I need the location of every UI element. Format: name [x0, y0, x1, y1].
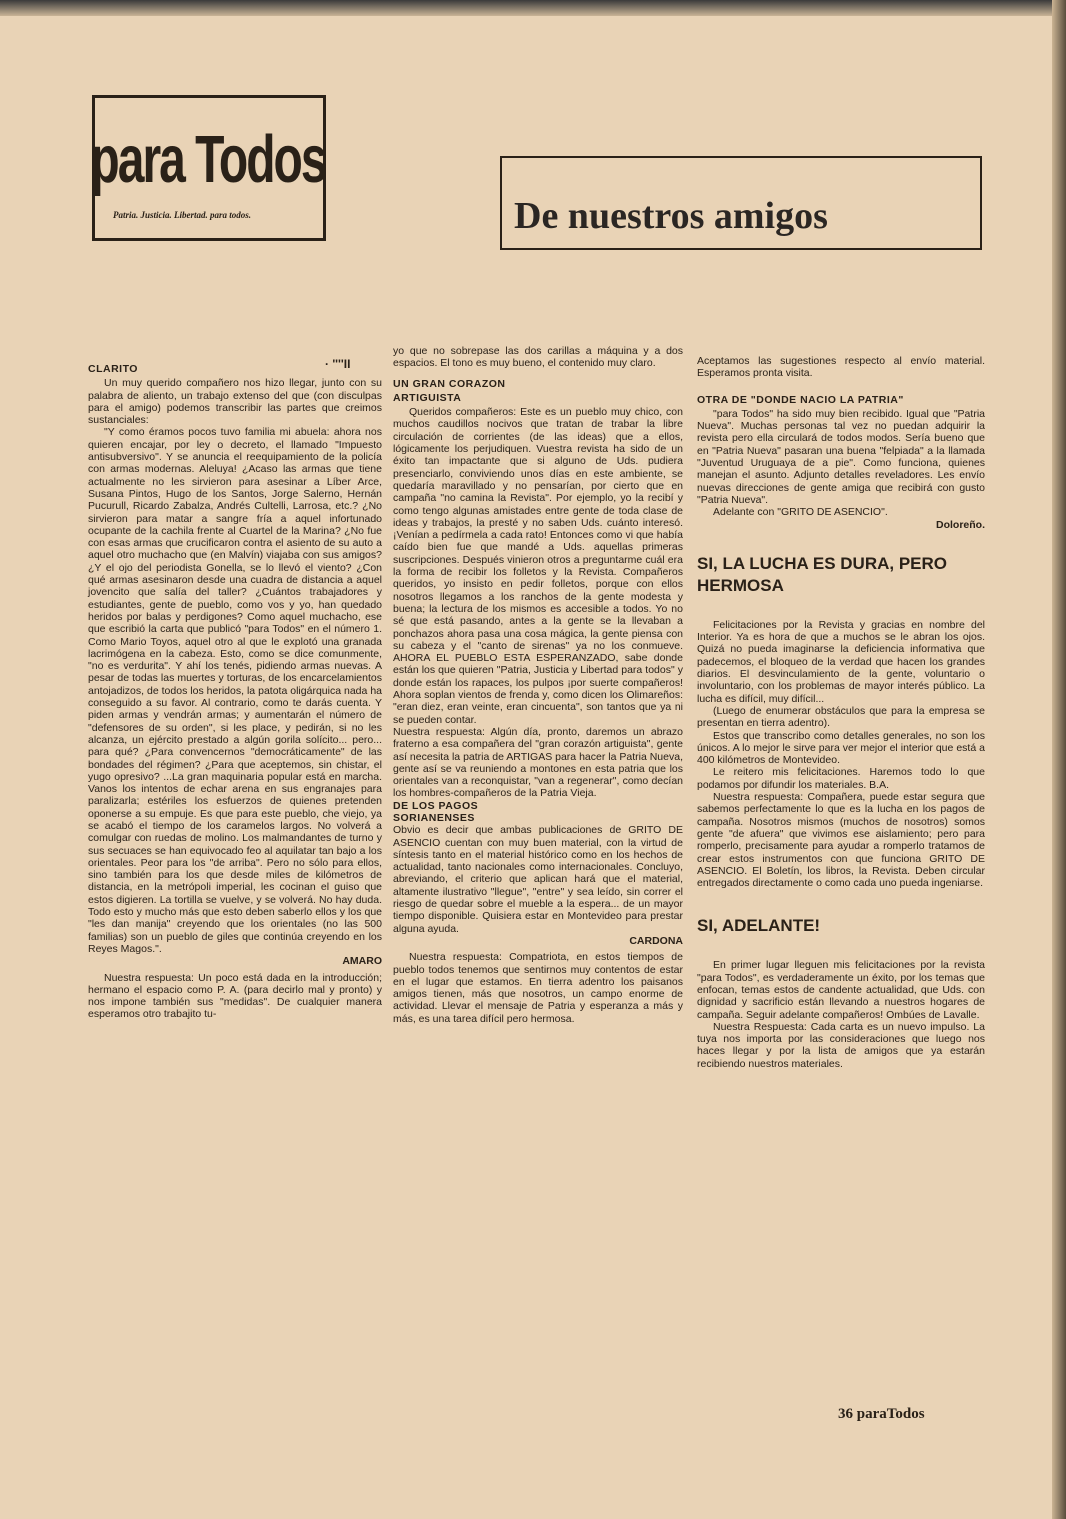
section-heading: OTRA DE "DONDE NACIO LA PATRIA" — [697, 393, 904, 406]
signature: AMARO — [342, 955, 382, 968]
page-title: De nuestros amigos — [514, 195, 828, 237]
magazine-logo — [92, 95, 326, 241]
column-1 — [88, 355, 382, 1021]
column-2 — [393, 345, 683, 1025]
paragraph: yo que no sobrepase las dos carillas a máquina y a dos espacios. El tono es muy bueno, el contenido muy claro. — [393, 345, 683, 370]
paragraph: Adelante con "GRITO DE ASENCIO". — [713, 506, 888, 519]
paragraph: Nuestra respuesta: Compañera, puede estar segura que sabemos perfectamente lo que es la lucha en los pagos de campaña. Nosotros mismos (muchos de nosotros) somos gente "de afuera" que vivimos ese aislamiento; pero para romperlo, precisamente para ayudar a romperlo tratamos de crear estos instrumentos con que funciona GRITO DE ASENCIO. El Boletín, los libros, la Revista. Deben circular entregados directamente o como cada uno pueda ingeniarse. — [697, 791, 985, 890]
paragraph: "Y como éramos pocos tuvo familia mi abuela: ahora nos quieren encajar, por ley o decreto, el llamado "Impuesto antisubversivo". Y se anuncia el reequipamiento de la policía con armas modernas. Aleluya! ¿Acaso las armas que tiene actualmente no les sirvieron para asesinar a Líber Arce, Susana Pintos, Hugo de los Santos, Jorge Salerno, Hernán Pucurull, Ricardo Zabalza, Andrés Cultelli, Larrosa, etc.? ¿No sirvieron para matar a sangre fría a aquel infortunado ocupante de la cachila frente al Cuartel de la Marina? ¿No fue con esas armas que crucificaron contra el asiento de su auto a aquel otro muchacho que (en Malvín) viajaba con sus amigos? ¿Y el ojo del periodista Gonella, se lo llevó el viento? ¿Con qué armas asesinaron desde una cuadra de distancia a aquel jovencito que salía del taller? ¿Cuántos trabajadores y estudiantes, gente de pueblo, como vos y yo, han quedado heridos por balas y perdigones? Como aquel muchacho, ese que escribió la carta que publicó "para Todos" en el número 1. Como Mario Toyos, aquel otro al que le explotó una granada lacrimógena en la cabeza. Esto, como se dice comunmente, "no es verdurita". Y ahí los tenés, pidiendo armas nuevas. A pesar de todas las muertes y torturas, de los encarcelamientos antojadizos, de todos los heridos, la patota oligárquica nada ha conseguido a su favor. Al contrario, como te darás cuenta. Y piden armas y vendrán armas; y aumentarán el número de "defensores de su orden", si les place, y pedirán, si no les alcanza, un ejército prestado a algún gorila solícito... pero... para qué? ¿Para convencernos "democráticamente" de las bondades del régimen? ¿Para que aceptemos, sin chistar, el yugo opresivo? ...La gran maquinaria popular está en marcha. Vanos los intentos de echar arena en sus engranajes para paralizarla; estériles los esfuerzos de quienes pretenden oponerse a su empuje. Es que para este pueblo, che viejo, ya se acabó el tiempo de los caramelos largos. No volverá a comulgar con ruedas de molino. Los malmandantes de turno y sus secuaces se han equivocado feo al aquilatar tan bajo a los orientales. Peor para los "de arriba". Pero no sólo para ellos, sino también para los que desde miles de kilómetros de distancia, en la metrópoli imperial, les cocinan el guiso que estos digieren. La tortilla se vuelve, y se volverá. No hay duda. Todo esto y mucho más que esto deben saberlo ellos y los que "les dan manija" creyendo que los orientales (no las 500 familias) son un pueblo de giles que continúa creyendo en los Reyes Magos.". — [88, 426, 382, 955]
section-heading: CLARITO — [88, 363, 138, 375]
section-heading: SORIANENSES — [393, 811, 475, 824]
paragraph: Felicitaciones por la Revista y gracias en nombre del Interior. Ya es hora de que a muchos se le abran los ojos. Quizá no pueda imaginarse la deficiencia informativa que padecemos, el bloqueo de la verdad que hacen los grandes diarios. El desvinculamiento de la gente, voluntario o involuntario, con los problemas de mayor interés público. La lucha es difícil, muy difícil... — [697, 618, 985, 705]
section-heading: ARTIGUISTA — [393, 391, 462, 404]
signature: CARDONA — [629, 934, 683, 947]
paragraph: Nuestra respuesta: Compatriota, en estos tiempos de pueblo todos tenemos que sentirnos muy contentos de estar en el lugar que estamos. En tierra adentro los paisanos amigos tienen, más que nosotros, un campo enorme de actividad. Llevar el mensaje de Patria y esperanza a más y más, es una tarea difícil pero hermosa. — [393, 951, 683, 1025]
section-title-box — [500, 156, 982, 250]
top-edge — [0, 0, 1066, 16]
paragraph: (Luego de enumerar obstáculos que para la empresa se presentan en tierra adentro). — [697, 704, 985, 730]
paragraph: Estos que transcribo como detalles generales, no son los únicos. A lo mejor le sirve para ver mejor el interior que está a 400 kilómetros de Montevideo. — [697, 729, 985, 767]
paragraph: En primer lugar lleguen mis felicitaciones por la revista "para Todos", es verdaderamente un éxito, por los temas que enfocan, temas estos de candente actualidad, que Uds. con dignidad y sacrificio están llevando a nuestros hogares de campaña. Seguir adelante compañeros! Ombúes de Lavalle. — [697, 959, 985, 1021]
paragraph: Aceptamos las sugestiones respecto al envío material. Esperamos pronta visita. — [697, 355, 985, 380]
logo-text: para Todos — [90, 123, 326, 198]
section-heading: SI, LA LUCHA ES DURA, PERO HERMOSA — [697, 553, 947, 595]
page-edge — [1052, 0, 1066, 1519]
paragraph: Nuestra respuesta: Un poco está dada en la introducción; hermano el espacio como P. A. (para decirlo mal y pronto) y nos impone también sus "medidas". De cualquier manera esperamos otro trabajito tu- — [88, 971, 382, 1021]
paragraph: Queridos compañeros: Este es un pueblo muy chico, con muchos caudillos nocivos que tratan de trabar la libre circulación de corrientes (de las ideas) que a ellos, lógicamente los perjudiquen. Vuestra revista ha sido de un éxito tan impactante que si alguno de Uds. pudiera presenciarlo, conviviendo unos días en este ambiente, se quedaría maravillado y no pensarían, por cierto que en campaña "no camina la Revista". Por ejemplo, yo la recibí y como tengo algunas amistades entre gente de toda clase de ideas y trabajos, la presté y no saben Uds. cuánto interesó. ¡Venían a pedírmela a cada rato! Entonces como vi que había caído bien fue que mandé a Uds. aquellas primeras suscripciones. Después vinieron otros a preguntarme cuál era la forma de recibir los folletos y la Revista. Compañeros queridos, yo insisto en pedir folletos, porque con ellos nosotros llegamos a los ranchos de la gente modesta y buena; la lectura de los mismos es accesible a todos. Yo no sé que está pasando, antes a la gente se la llevaban a ponchazos ahora pasa una cosa mágica, la gente piensa con su cabeza y el "canto de sirenas" ya no los conmueve. AHORA EL PUEBLO ESTA ESPERANZADO, sabe donde están los que quieren "Patria, Justicia y Libertad para todos" y donde están los rapaces, los pulpos ¡por suerte compañeros! Ahora soplan vientos de frenda y, como dicen los Olimareños: "eran diez, eran veinte, eran cincuenta", son tantos que ya ni se pueden contar. — [393, 406, 683, 726]
paragraph: Un muy querido compañero nos hizo llegar, junto con su palabra de aliento, un trabajo extenso del que (con disculpas para el amigo) podemos transcribir las partes que creimos sustanciales: — [88, 377, 382, 427]
section-heading: SI, ADELANTE! — [697, 916, 821, 936]
paragraph: Le reitero mis felicitaciones. Haremos todo lo que podamos por difundir los materiales. B.A. — [697, 766, 985, 791]
section-heading: UN GRAN CORAZON — [393, 377, 506, 390]
page-number: 36 paraTodos — [838, 1406, 925, 1422]
handwritten-mark: · ''''II — [325, 357, 351, 371]
paragraph: Obvio es decir que ambas publicaciones de GRITO DE ASENCIO cuentan con muy buen material, con la virtud de síntesis tanto en el material histórico como en los hechos de actualidad, tanto nacionales como internacionales. Concluyo, abreviando, el criterio que aplican hará que el material, altamente ilustrativo "llegue", "entre" y sea leído, sin correr el riesgo de quedar sobre el mueble a la espera... de un mayor tiempo disponible. Quisiera estar en Montevideo para prestar alguna ayuda. — [393, 824, 683, 935]
paragraph: Nuestra Respuesta: Cada carta es un nuevo impulso. La tuya nos importa por las consideraciones que luego nos haces llegar y por la lista de amigos que ya estarán recibiendo nuestros materiales. — [697, 1020, 985, 1070]
column-3 — [697, 355, 985, 1070]
paragraph: "para Todos" ha sido muy bien recibido. Igual que "Patria Nueva". Muchas personas tal vez no puedan adquirir la revista pero ella circulará de todos modos. Sería bueno que en "Patria Nueva" pasaran una buena "felpiada" a la llamada "Juventud Uruguaya de a pie". Como funciona, quienes manejan el asunto. Adjunto detalles reveladores. Les envío nuevas direcciones de gente amiga que recibirá con gusto "Patria Nueva". — [697, 407, 985, 506]
paragraph: Nuestra respuesta: Algún día, pronto, daremos un abrazo fraterno a esa compañera del "gran corazón artiguista", gente así necesita la patria de ARTIGAS para hacer la Patria Nueva, gente así se va reuniendo a montones en esta patria que los orientales van a reconquistar, "van a regenerar", como decían los hombres-compañeros de la Patria Vieja. — [393, 725, 683, 800]
signature: Doloreño. — [936, 518, 985, 531]
section-heading: DE LOS PAGOS — [393, 799, 479, 812]
logo-tagline: Patria. Justicia. Libertad. para todos. — [113, 210, 252, 220]
